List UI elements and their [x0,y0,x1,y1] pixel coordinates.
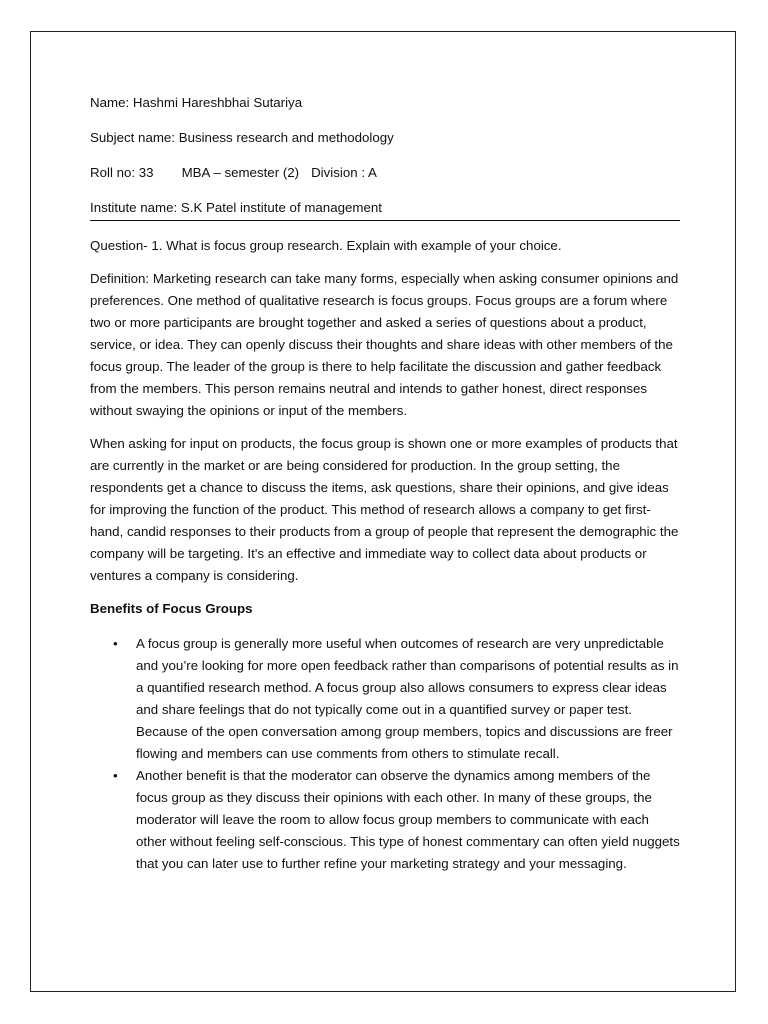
document-body [90,92,680,875]
bullet-icon: • [113,768,118,783]
benefits-list [90,633,680,875]
list-item [90,633,680,765]
roll-program-division [90,162,680,184]
institute-name: Institute name: S.K Patel institute of management [90,197,680,221]
student-name: Name: Hashmi Hareshbhai Sutariya [90,95,303,110]
roll-number: Roll no: 33 [90,165,154,180]
subject-name: Subject name: Business research and methodology [90,130,394,145]
paragraph-definition: Definition: Marketing research can take many forms, especially when asking consumer opinions and preferences. One method of qualitative research is focus groups. Focus groups are a forum where two or more participants are brought together and asked a series of questions about a product, service, or idea. They can openly discuss their thoughts and share ideas with other members of the focus group. The leader of the group is there to help facilitate the discussion and gather feedback from the members. This person remains neutral and intends to gather honest, direct responses without swaying the opinions or input of the members. [90,271,679,418]
bullet-icon: • [113,636,118,651]
benefit-text: A focus group is generally more useful when outcomes of research are very unpredictable and you’re looking for more open feedback rather than comparisons of potential results as in a quantified research method. A focus group also allows consumers to express clear ideas and share feelings that do not typically come out in a quantified survey or paper test. Because of the open conversation among group members, topics and discussions are freer flowing and members can use comments from others to stimulate recall. [136,636,679,761]
question-text: Question- 1. What is focus group research. Explain with example of your choice. [90,238,562,253]
paragraph-product-input: When asking for input on products, the focus group is shown one or more examples of products that are currently in the market or are being considered for production. In the group setting, the respondents get a chance to discuss the items, ask questions, share their opinions, and give ideas for improving the function of the product. This method of research allows a company to get first-hand, candid responses to their products from a group of people that represent the demographic the company will be targeting. It's an effective and immediate way to collect data about products or ventures a company is considering. [90,436,679,583]
benefits-heading: Benefits of Focus Groups [90,601,253,616]
list-item [90,765,680,875]
division: Division : A [311,165,377,180]
benefit-text: Another benefit is that the moderator can observe the dynamics among members of the focus group as they discuss their opinions with each other. In many of these groups, the moderator will leave the room to allow focus group members to communicate with each other without feeling self-conscious. This type of honest commentary can often yield nuggets that you can later use to further refine your marketing strategy and your messaging. [136,768,680,871]
program-semester: MBA – semester (2) [181,165,300,180]
